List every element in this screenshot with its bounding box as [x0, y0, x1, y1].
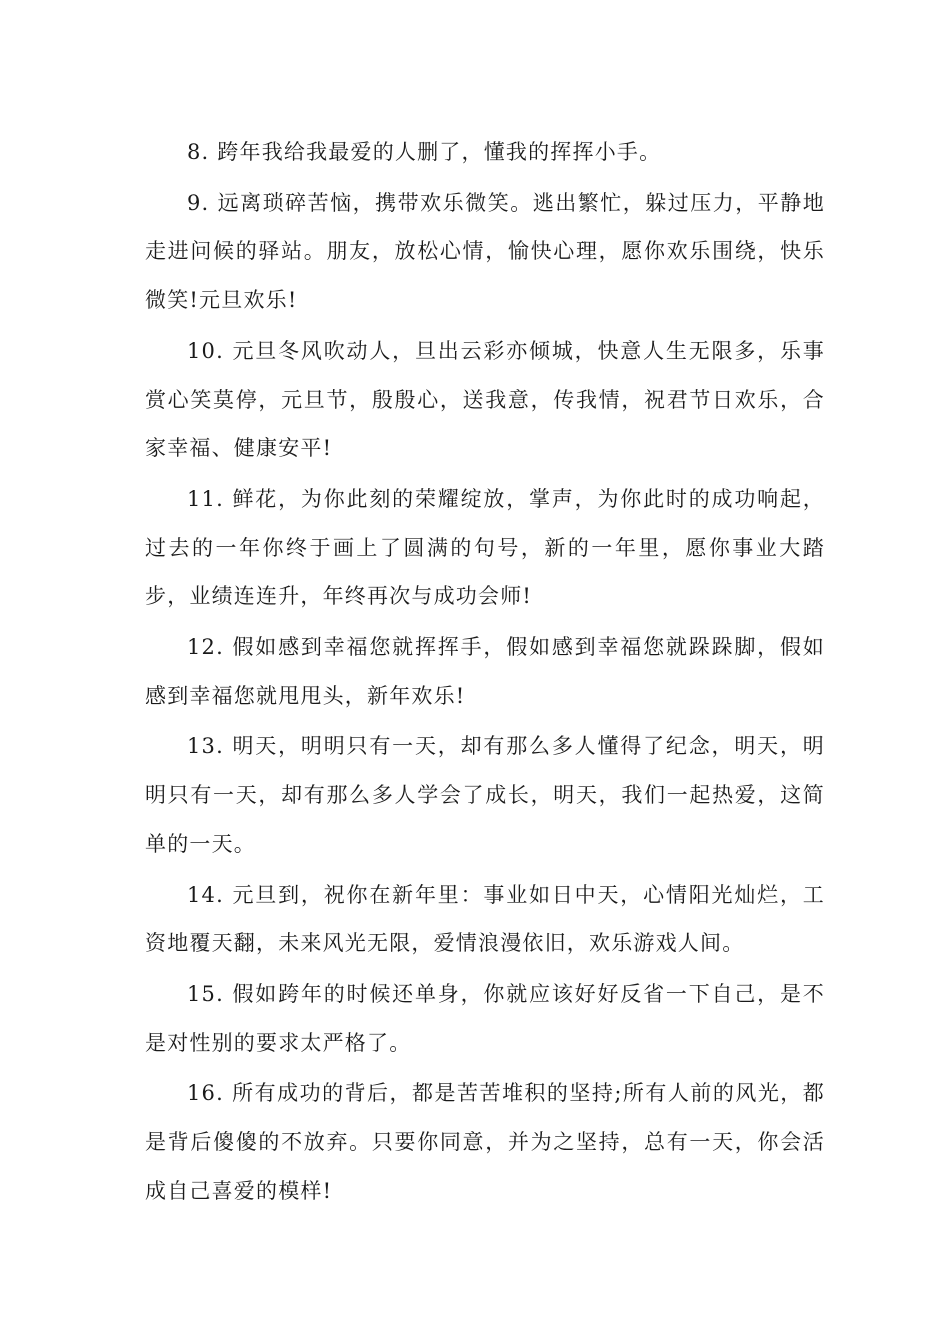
paragraph-15: 15. 假如跨年的时候还单身，你就应该好好反省一下自己，是不是对性别的要求太严格了。: [145, 981, 825, 1055]
paragraph-14: 14. 元旦到，祝你在新年里：事业如日中天，心情阳光灿烂，工资地覆天翻，未来风光无限，爱情浪漫依旧，欢乐游戏人间。: [145, 882, 825, 956]
paragraph-12: 12. 假如感到幸福您就挥挥手，假如感到幸福您就跺跺脚，假如感到幸福您就甩甩头，新年欢乐!: [145, 635, 825, 708]
document-body: [145, 128, 825, 1217]
paragraph-16: 16. 所有成功的背后，都是苦苦堆积的坚持;所有人前的风光，都是背后傻傻的不放弃。只要你同意，并为之坚持，总有一天，你会活成自己喜爱的模样!: [145, 1081, 825, 1203]
paragraph-11: 11. 鲜花，为你此刻的荣耀绽放，掌声，为你此时的成功响起，过去的一年你终于画上了圆满的句号，新的一年里，愿你事业大踏步，业绩连连升，年终再次与成功会师!: [145, 486, 825, 609]
paragraph-10: 10. 元旦冬风吹动人，旦出云彩亦倾城，快意人生无限多，乐事赏心笑莫停，元旦节，殷殷心，送我意，传我情，祝君节日欢乐，合家幸福、健康安平!: [145, 338, 825, 461]
paragraph-13: 13. 明天，明明只有一天，却有那么多人懂得了纪念，明天，明明只有一天，却有那么多人学会了成长，明天，我们一起热爱，这简单的一天。: [145, 734, 825, 856]
paragraph-8: 8. 跨年我给我最爱的人删了，懂我的挥挥小手。: [187, 140, 662, 164]
paragraph-9: 9. 远离琐碎苦恼，携带欢乐微笑。逃出繁忙，躲过压力，平静地走进问候的驿站。朋友，放松心情，愉快心理，愿你欢乐围绕，快乐微笑!元旦欢乐!: [145, 190, 825, 313]
